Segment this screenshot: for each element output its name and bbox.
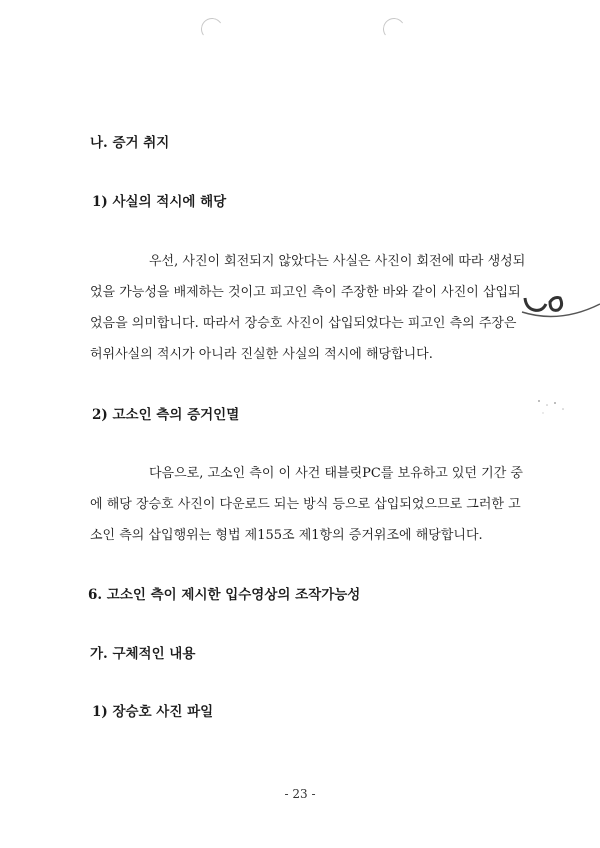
heading-1: 1) 사실의 적시에 해당 — [92, 194, 227, 210]
para1-line2: 었을 가능성을 배제하는 것이고 피고인 측이 주장한 바와 같이 사진이 삽입되 — [90, 285, 521, 300]
para1-line1: 우선, 사진이 회전되지 않았다는 사실은 사진이 회전에 따라 생성되 — [149, 254, 526, 269]
punch-hole-left — [199, 16, 224, 41]
heading-6: 6. 고소인 측이 제시한 입수영상의 조작가능성 — [88, 587, 361, 603]
para2-line2: 에 해당 장승호 사진이 다운로드 되는 방식 등으로 삽입되었으므로 그러한 고 — [90, 497, 521, 512]
para2-line3: 소인 측의 삽입행위는 형법 제155조 제1항의 증거위조에 해당합니다. — [90, 528, 483, 543]
para2-line1: 다음으로, 고소인 측이 이 사건 태블릿PC를 보유하고 있던 기간 중 — [149, 466, 523, 481]
para1-line4: 허위사실의 적시가 아니라 진실한 사실의 적시에 해당합니다. — [90, 347, 433, 362]
heading-ga: 가. 구체적인 내용 — [90, 646, 196, 662]
seal-stamp-fragment — [520, 278, 600, 318]
para1-line3: 었음을 의미합니다. 따라서 장승호 사진이 삽입되었다는 피고인 측의 주장은 — [90, 316, 517, 331]
heading-na: 나. 증거 취지 — [90, 135, 170, 151]
scan-specks — [533, 395, 573, 419]
page-number: - 23 - — [284, 787, 316, 801]
heading-1b: 1) 장승호 사진 파일 — [92, 704, 214, 720]
punch-hole-right — [381, 16, 406, 41]
heading-2: 2) 고소인 측의 증거인멸 — [92, 407, 240, 423]
